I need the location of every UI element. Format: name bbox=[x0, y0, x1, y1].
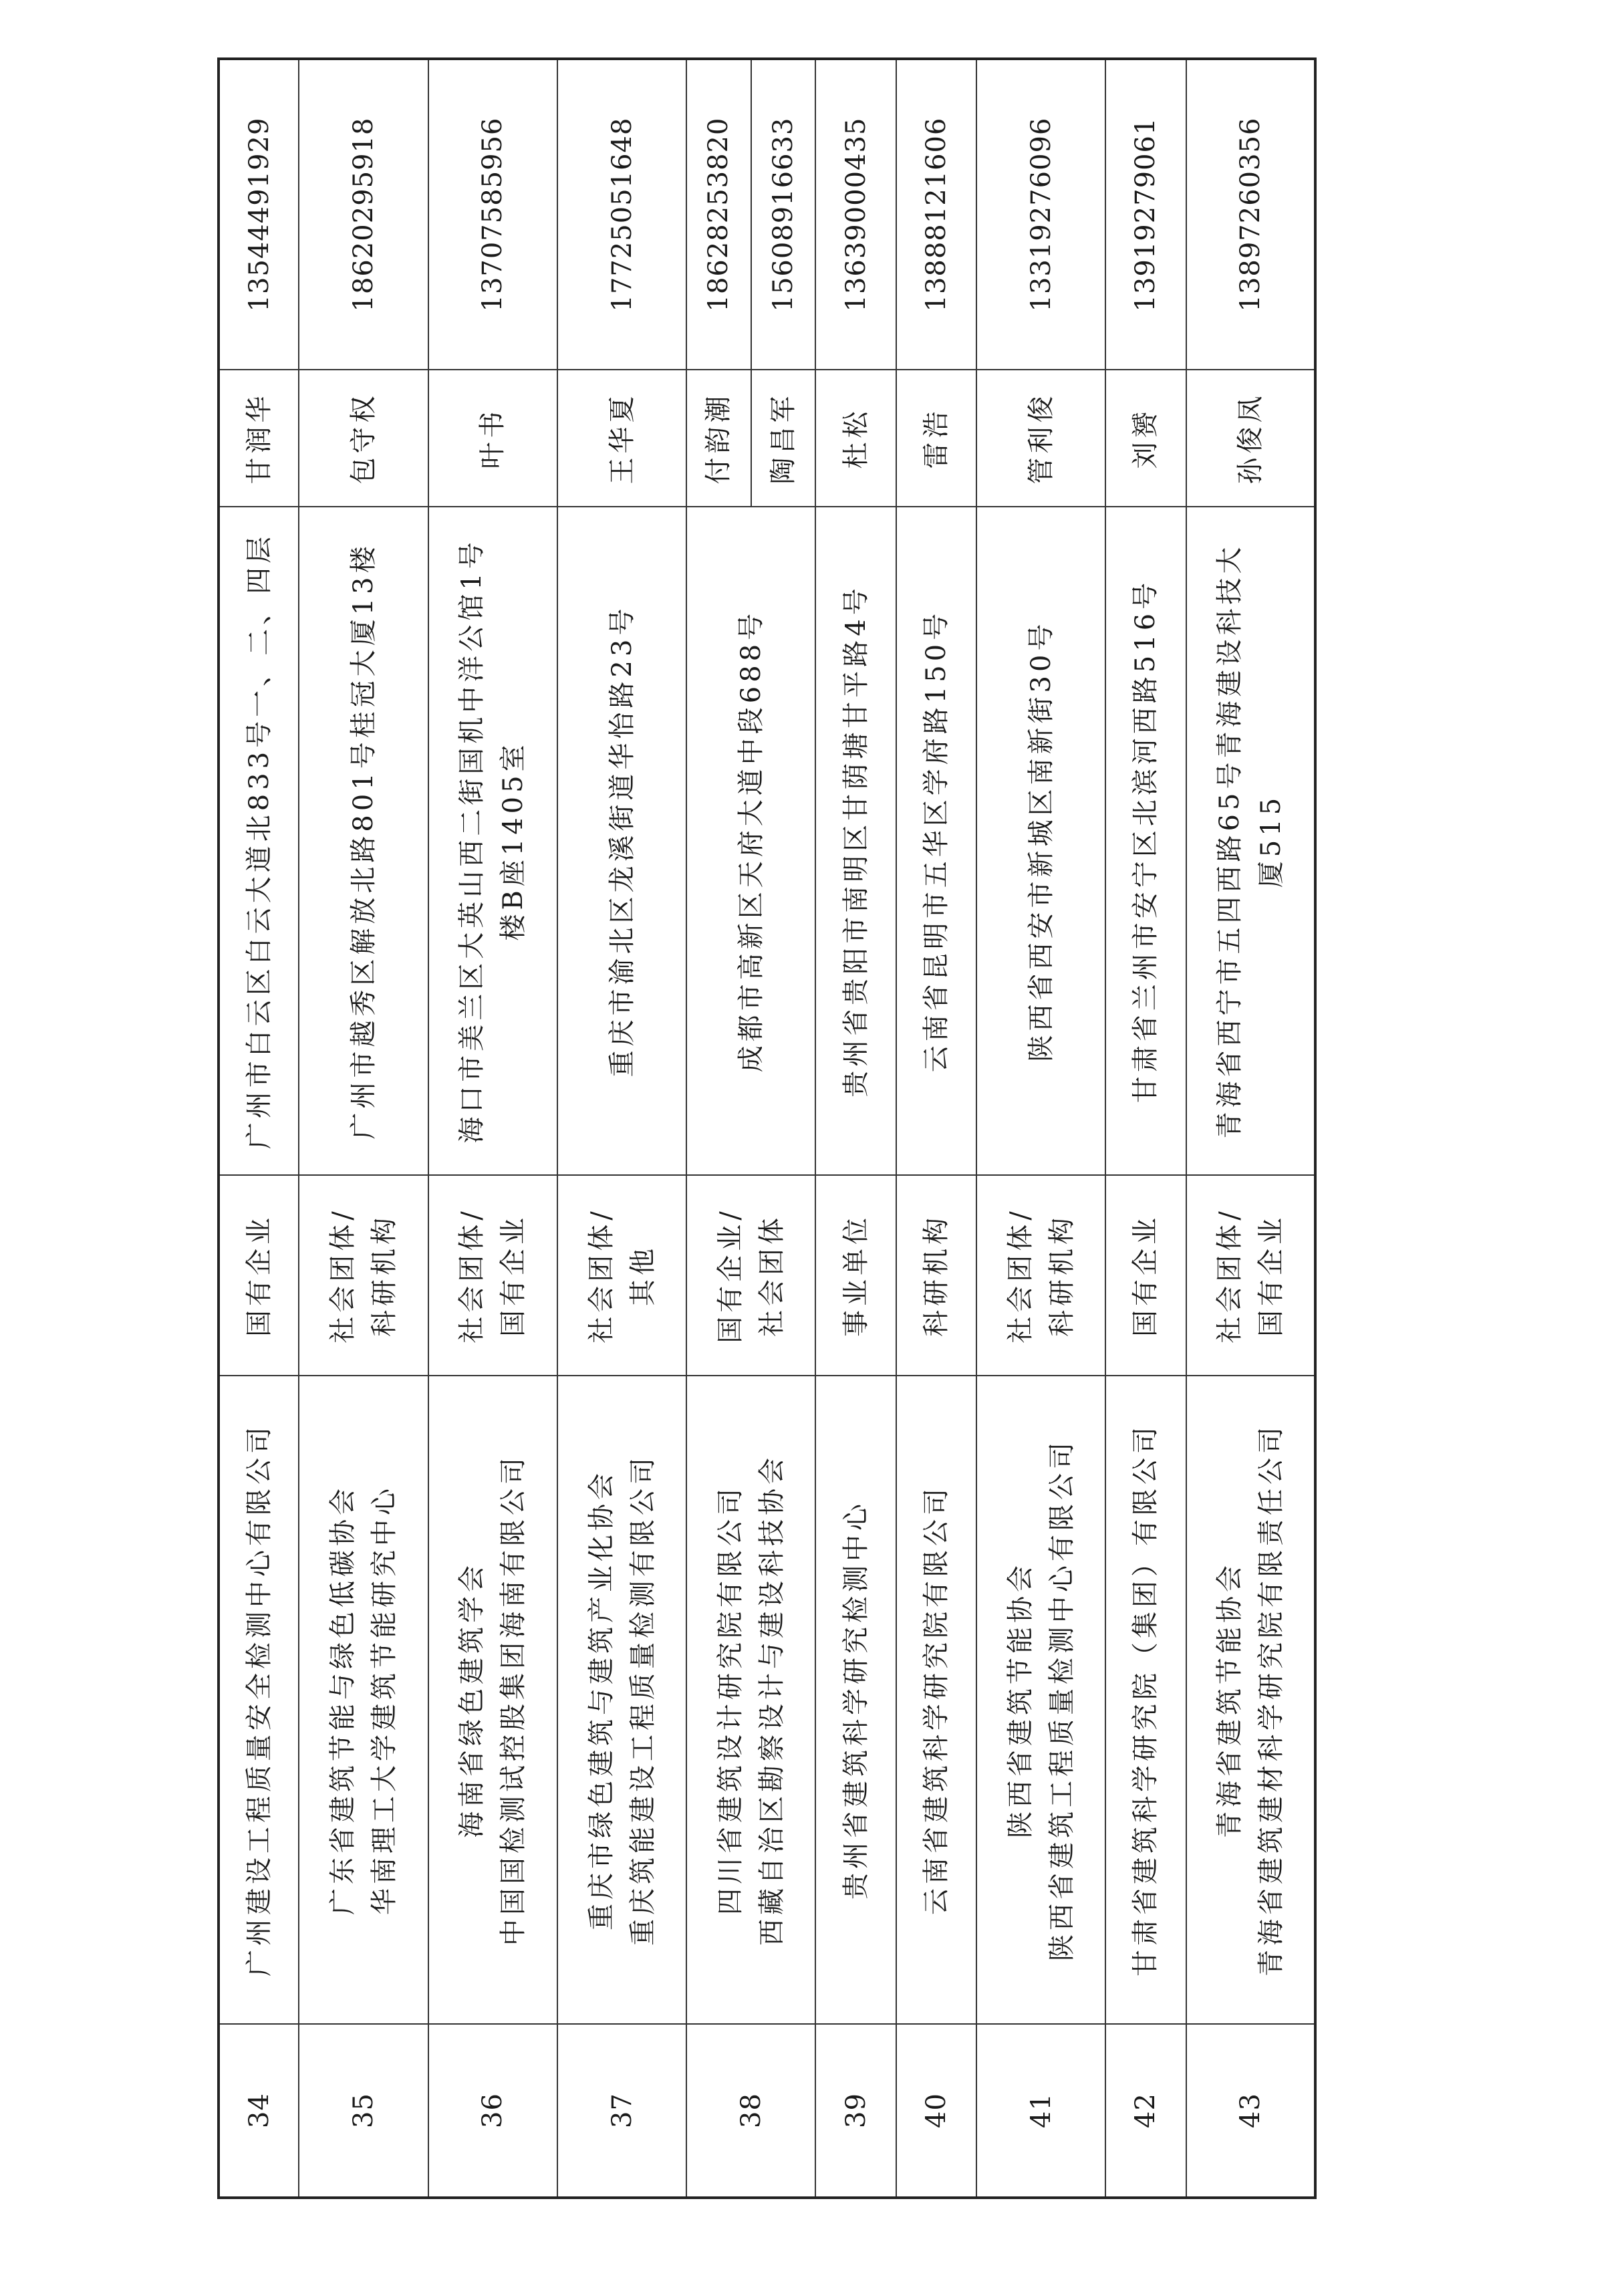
unit-type-line: 科研机构 bbox=[920, 1214, 952, 1337]
unit-name-line: 重庆筑能建设工程质量检测有限公司 bbox=[627, 1454, 658, 1946]
unit-name bbox=[1105, 1376, 1186, 2024]
contact-phone: 13319276096 bbox=[976, 59, 1105, 370]
unit-type bbox=[557, 1175, 686, 1376]
table-row bbox=[299, 59, 428, 2198]
contact-name: 刘赟 bbox=[1105, 370, 1186, 507]
address-line: 甘肃省兰州市安宁区北滨河西路516号 bbox=[1130, 578, 1162, 1104]
contact-name: 甘润华 bbox=[219, 370, 299, 507]
row-number: 36 bbox=[428, 2024, 557, 2198]
contact-name: 包守权 bbox=[299, 370, 428, 507]
unit-name-line: 青海省建筑节能协会 bbox=[1214, 1561, 1245, 1838]
table-row bbox=[428, 59, 557, 2198]
table-row bbox=[557, 59, 686, 2198]
row-number: 43 bbox=[1186, 2024, 1315, 2198]
contact-phone: 15608916633 bbox=[751, 59, 816, 370]
address bbox=[976, 507, 1105, 1175]
contact-name: 雷浩 bbox=[896, 370, 976, 507]
address bbox=[1105, 507, 1186, 1175]
unit-type-line: 社会团体/ bbox=[585, 1207, 617, 1344]
address-line: 贵州省贵阳市南明区甘荫塘甘平路4号 bbox=[840, 584, 871, 1098]
unit-name-line: 华南理工大学建筑节能研究中心 bbox=[368, 1485, 400, 1915]
unit-type-line: 国有企业/ bbox=[714, 1207, 746, 1344]
table-body bbox=[219, 59, 1315, 2198]
unit-name-line: 海南省绿色建筑学会 bbox=[456, 1561, 488, 1838]
address bbox=[428, 507, 557, 1175]
address-line: 楼B座1405室 bbox=[498, 741, 529, 941]
table-row bbox=[976, 59, 1105, 2198]
unit-type-line: 国有企业 bbox=[1255, 1214, 1287, 1337]
unit-type-line: 社会团体/ bbox=[1004, 1207, 1036, 1344]
unit-type bbox=[686, 1175, 815, 1376]
address bbox=[1186, 507, 1315, 1175]
unit-type bbox=[815, 1175, 896, 1376]
address bbox=[557, 507, 686, 1175]
unit-type bbox=[1105, 1175, 1186, 1376]
unit-name-line: 重庆市绿色建筑与建筑产业化协会 bbox=[585, 1469, 617, 1930]
contact-phone: 18628253820 bbox=[686, 59, 751, 370]
contact-phone: 13707585956 bbox=[428, 59, 557, 370]
address-line: 重庆市渝北区龙溪街道华怡路23号 bbox=[606, 604, 638, 1077]
unit-type bbox=[896, 1175, 976, 1376]
row-number: 39 bbox=[815, 2024, 896, 2198]
unit-type-line: 国有企业 bbox=[243, 1214, 275, 1337]
address bbox=[686, 507, 815, 1175]
contact-name: 孙俊凤 bbox=[1186, 370, 1315, 507]
contact-phone: 13544491929 bbox=[219, 59, 299, 370]
contact-phone: 18620295918 bbox=[299, 59, 428, 370]
table-row bbox=[815, 59, 896, 2198]
unit-name-line: 四川省建筑设计研究院有限公司 bbox=[714, 1485, 746, 1915]
unit-name bbox=[686, 1376, 815, 2024]
address bbox=[219, 507, 299, 1175]
contact-table bbox=[217, 57, 1317, 2199]
unit-name-line: 陕西省建筑工程质量检测中心有限公司 bbox=[1046, 1438, 1077, 1961]
row-number: 40 bbox=[896, 2024, 976, 2198]
rotated-table-wrapper bbox=[217, 60, 1317, 2199]
row-number: 37 bbox=[557, 2024, 686, 2198]
address bbox=[896, 507, 976, 1175]
unit-type-line: 科研机构 bbox=[1046, 1214, 1077, 1337]
address-line: 广州市越秀区解放北路801号桂冠大厦13楼 bbox=[348, 542, 379, 1140]
contact-name: 付韵潮 bbox=[686, 370, 751, 507]
table-row bbox=[686, 59, 751, 2198]
table-row bbox=[1186, 59, 1315, 2198]
unit-name-line: 陕西省建筑节能协会 bbox=[1004, 1561, 1036, 1838]
unit-name-line: 中国国检测试控股集团海南有限公司 bbox=[498, 1454, 529, 1946]
unit-type bbox=[219, 1175, 299, 1376]
unit-name bbox=[815, 1376, 896, 2024]
unit-type-line: 社会团体 bbox=[756, 1214, 787, 1337]
unit-type-line: 国有企业 bbox=[1130, 1214, 1162, 1337]
address bbox=[815, 507, 896, 1175]
unit-name bbox=[896, 1376, 976, 2024]
row-number: 34 bbox=[219, 2024, 299, 2198]
contact-name: 管利俊 bbox=[976, 370, 1105, 507]
row-number: 38 bbox=[686, 2024, 815, 2198]
address-line: 陕西省西安市新城区南新街30号 bbox=[1025, 620, 1057, 1062]
unit-name bbox=[428, 1376, 557, 2024]
contact-name: 杜松 bbox=[815, 370, 896, 507]
address bbox=[299, 507, 428, 1175]
unit-name bbox=[219, 1376, 299, 2024]
unit-name-line: 西藏自治区勘察设计与建设科技协会 bbox=[756, 1454, 787, 1946]
address-line: 海口市美兰区大英山西二街国机中洋公馆1号 bbox=[456, 538, 488, 1144]
unit-name-line: 青海省建筑建材科学研究院有限责任公司 bbox=[1255, 1423, 1287, 1976]
unit-type bbox=[299, 1175, 428, 1376]
unit-type-line: 事业单位 bbox=[840, 1214, 871, 1337]
contact-phone: 13897260356 bbox=[1186, 59, 1315, 370]
unit-type-line: 社会团体/ bbox=[1214, 1207, 1245, 1344]
table-row bbox=[896, 59, 976, 2198]
row-number: 42 bbox=[1105, 2024, 1186, 2198]
contact-phone: 13888121606 bbox=[896, 59, 976, 370]
unit-name-line: 贵州省建筑科学研究检测中心 bbox=[840, 1500, 871, 1900]
unit-type-line: 社会团体/ bbox=[456, 1207, 488, 1344]
table-row bbox=[219, 59, 299, 2198]
unit-name bbox=[976, 1376, 1105, 2024]
address-line: 广州市白云区白云大道北833号一、二、四层 bbox=[243, 532, 275, 1150]
address-line: 云南省昆明市五华区学府路150号 bbox=[920, 609, 952, 1073]
unit-name-line: 广州建设工程质量安全检测中心有限公司 bbox=[243, 1423, 275, 1976]
address-line: 青海省西宁市五四西路65号青海建设科技大 bbox=[1214, 543, 1245, 1139]
unit-type bbox=[976, 1175, 1105, 1376]
unit-type bbox=[1186, 1175, 1315, 1376]
unit-name-line: 甘肃省建筑科学研究院（集团）有限公司 bbox=[1130, 1423, 1162, 1976]
unit-type-line: 国有企业 bbox=[498, 1214, 529, 1337]
contact-name: 王华夏 bbox=[557, 370, 686, 507]
unit-name bbox=[299, 1376, 428, 2024]
unit-type-line: 科研机构 bbox=[368, 1214, 400, 1337]
unit-name-line: 广东省建筑节能与绿色低碳协会 bbox=[327, 1485, 358, 1915]
unit-name bbox=[1186, 1376, 1315, 2024]
unit-name-line: 云南省建筑科学研究院有限公司 bbox=[920, 1485, 952, 1915]
unit-type-line: 其他 bbox=[627, 1245, 658, 1306]
contact-phone: 13639000435 bbox=[815, 59, 896, 370]
unit-name bbox=[557, 1376, 686, 2024]
table-row bbox=[1105, 59, 1186, 2198]
row-number: 41 bbox=[976, 2024, 1105, 2198]
address-line: 成都市高新区天府大道中段688号 bbox=[735, 609, 767, 1073]
unit-type-line: 社会团体/ bbox=[327, 1207, 358, 1344]
contact-name: 叶书 bbox=[428, 370, 557, 507]
address-line: 厦515 bbox=[1255, 793, 1287, 888]
unit-type bbox=[428, 1175, 557, 1376]
contact-phone: 13919279061 bbox=[1105, 59, 1186, 370]
contact-name: 陶昌军 bbox=[751, 370, 816, 507]
contact-phone: 17725051648 bbox=[557, 59, 686, 370]
row-number: 35 bbox=[299, 2024, 428, 2198]
